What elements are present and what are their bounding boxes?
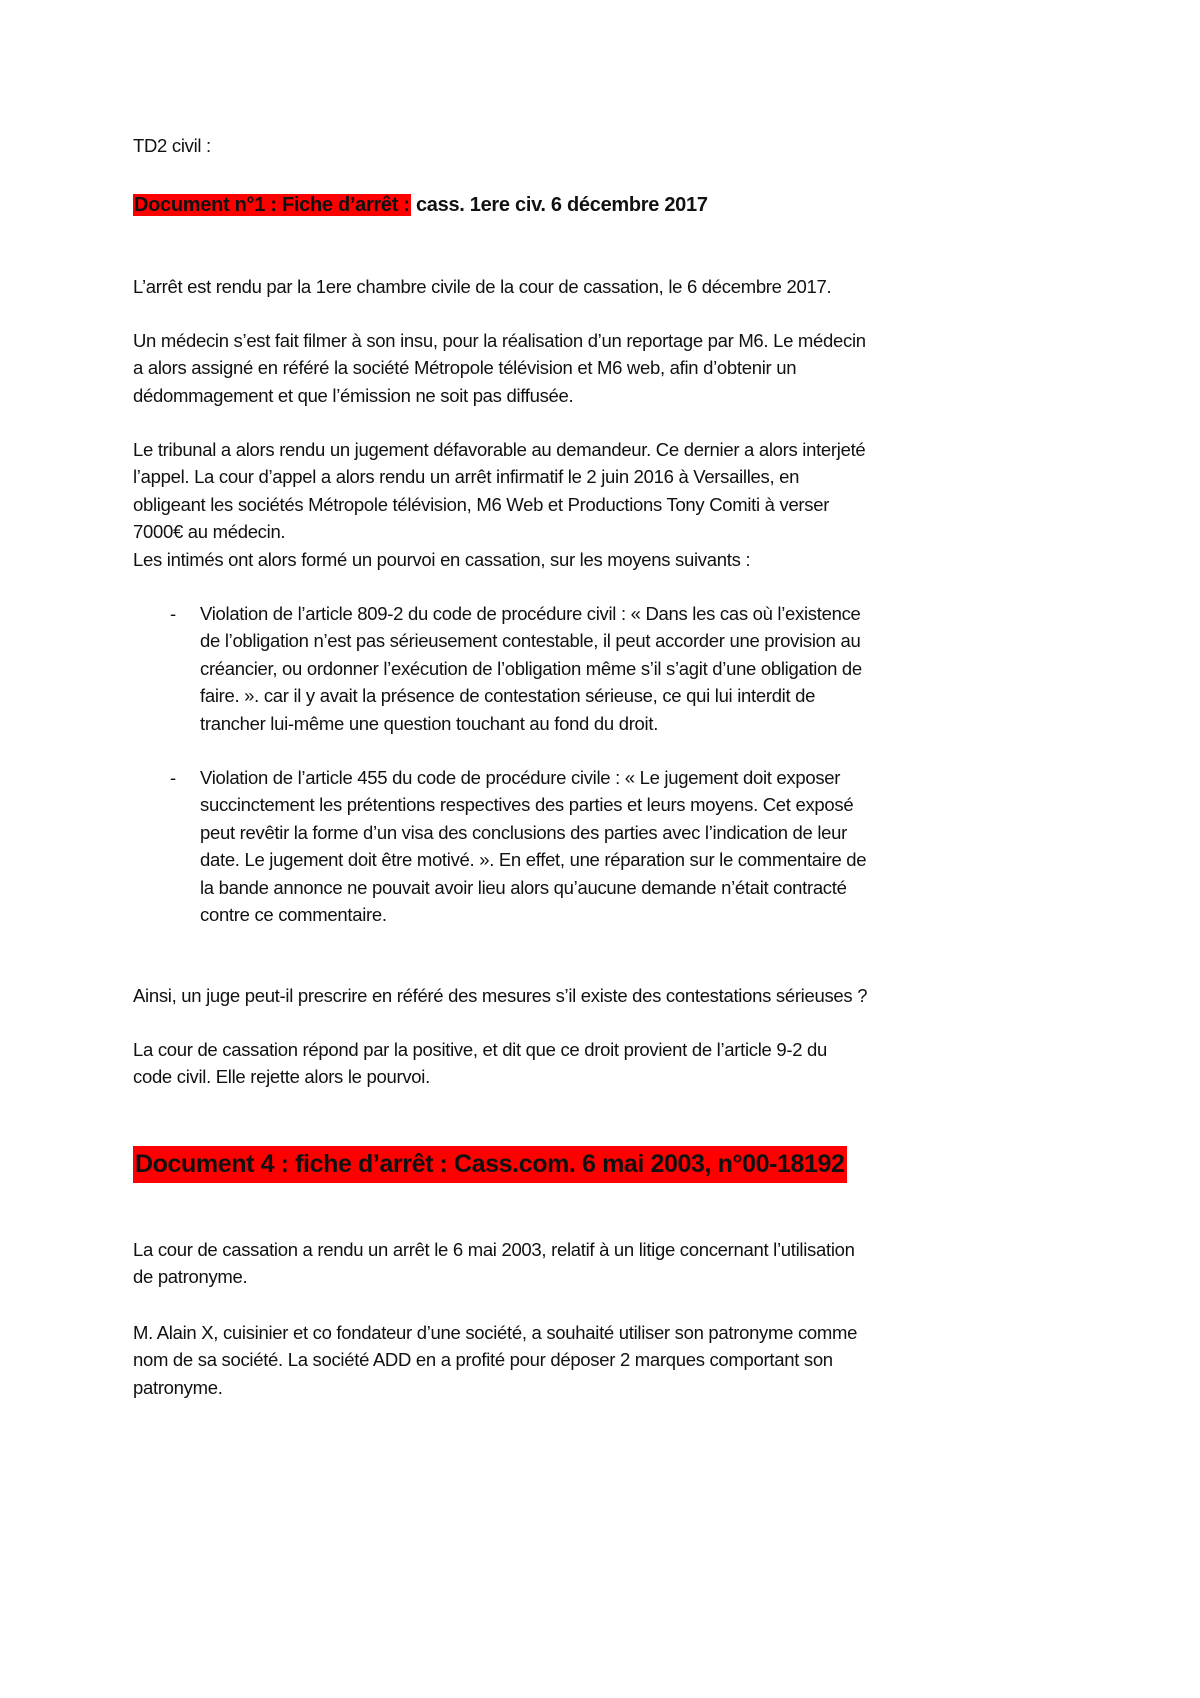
text-line: Un médecin s’est fait filmer à son insu, pour la réalisation d’un reportage par M6. Le médecin bbox=[133, 330, 866, 351]
text-line: peut revêtir la forme d’un visa des conclusions des parties avec l’indication de leur bbox=[200, 821, 848, 843]
doc1-heading-citation: cass. 1ere civ. 6 décembre 2017 bbox=[410, 194, 708, 216]
text-line: Ainsi, un juge peut-il prescrire en référé des mesures s’il existe des contestations sérieuses ? bbox=[133, 985, 868, 1006]
text-line: L’arrêt est rendu par la 1ere chambre civile de la cour de cassation, le 6 décembre 2017. bbox=[133, 276, 832, 297]
text-line: dédommagement et que l’émission ne soit pas diffusée. bbox=[133, 384, 574, 406]
text-line: succinctement les prétentions respectives des parties et leurs moyens. Cet exposé bbox=[200, 794, 854, 816]
text-line: date. Le jugement doit être motivé. ». En effet, une réparation sur le commentaire de bbox=[200, 849, 867, 871]
text-line: faire. ». car il y avait la présence de contestation sérieuse, ce qui lui interdit de bbox=[200, 685, 816, 707]
court-answer bbox=[133, 1036, 827, 1091]
doc1-procedure bbox=[133, 436, 865, 573]
text-line: de l’obligation n’est pas sérieusement contestable, il peut accorder une provision au bbox=[200, 630, 861, 652]
text-line: trancher lui-même une question touchant au fond du droit. bbox=[200, 712, 659, 734]
text-line: M. Alain X, cuisinier et co fondateur d’une société, a souhaité utiliser son patronyme comme bbox=[133, 1322, 858, 1343]
text-line: 7000€ au médecin. bbox=[133, 521, 286, 543]
doc4-facts bbox=[133, 1319, 857, 1401]
text-line: nom de sa société. La société ADD en a profité pour déposer 2 marques comportant son bbox=[133, 1349, 833, 1371]
bullet-marker: - bbox=[170, 603, 176, 624]
text-line: La cour de cassation répond par la positive, et dit que ce droit provient de l’article 9-2 du bbox=[133, 1039, 828, 1060]
text-line: La cour de cassation a rendu un arrêt le 6 mai 2003, relatif à un litige concernant l’utilisation bbox=[133, 1239, 855, 1260]
bullet-text bbox=[200, 764, 867, 925]
doc1-facts bbox=[133, 327, 866, 409]
text-line: de patronyme. bbox=[133, 1266, 248, 1288]
text-line: obligeant les sociétés Métropole télévision, M6 Web et Productions Tony Comiti à verser bbox=[133, 493, 830, 515]
bullet-text bbox=[200, 600, 862, 734]
text-line: créancier, ou ordonner l’exécution de l’obligation même s’il s’agit d’une obligation de bbox=[200, 657, 862, 679]
doc4-intro bbox=[133, 1236, 855, 1291]
doc1-heading-highlight: Document n°1 : Fiche d’arrêt : bbox=[134, 194, 410, 216]
document-title: TD2 civil : bbox=[133, 135, 211, 156]
text-line: Le tribunal a alors rendu un jugement défavorable au demandeur. Ce dernier a alors interjeté bbox=[133, 439, 866, 460]
text-line: patronyme. bbox=[133, 1376, 223, 1398]
text-line: Violation de l’article 809-2 du code de procédure civil : « Dans les cas où l’existence bbox=[200, 603, 861, 624]
text-line: a alors assigné en référé la société Métropole télévision et M6 web, afin d’obtenir un bbox=[133, 357, 797, 379]
text-line: Les intimés ont alors formé un pourvoi en cassation, sur les moyens suivants : bbox=[133, 548, 751, 570]
doc1-paragraph bbox=[133, 273, 831, 300]
text-line: la bande annonce ne pouvait avoir lieu alors qu’aucune demande n’était contracté bbox=[200, 876, 847, 898]
text-line: Violation de l’article 455 du code de procédure civile : « Le jugement doit exposer bbox=[200, 767, 841, 788]
doc4-heading: Document 4 : fiche d’arrêt : Cass.com. 6 mai 2003, n°00-18192 bbox=[133, 1146, 847, 1183]
bullet-marker: - bbox=[170, 767, 176, 788]
text-line: code civil. Elle rejette alors le pourvoi. bbox=[133, 1066, 430, 1088]
text-line: l’appel. La cour d’appel a alors rendu un arrêt infirmatif le 2 juin 2016 à Versailles, en bbox=[133, 466, 800, 488]
doc1-heading bbox=[133, 191, 708, 219]
legal-question bbox=[133, 982, 867, 1009]
text-line: contre ce commentaire. bbox=[200, 903, 387, 925]
